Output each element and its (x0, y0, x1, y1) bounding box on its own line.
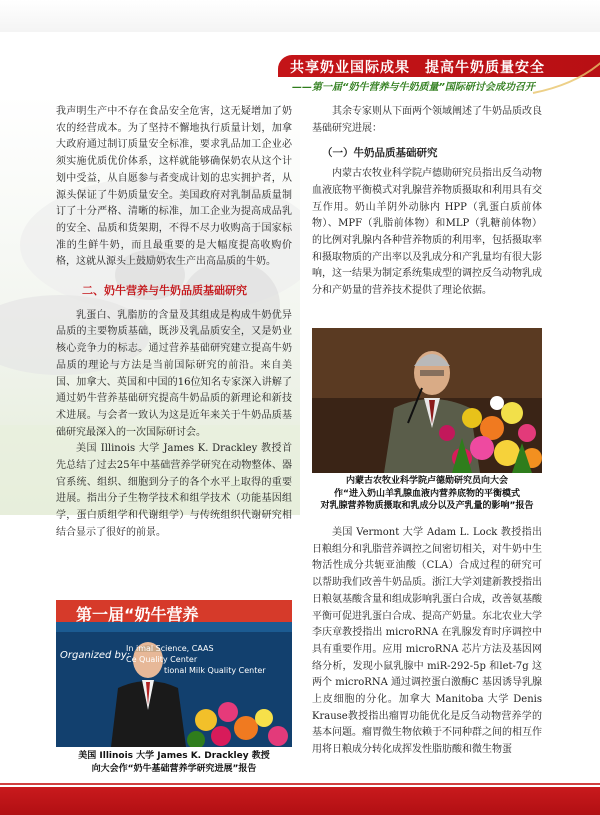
header-banner (278, 55, 600, 93)
photo-drackley (56, 600, 292, 747)
photo2-sign-line1: Organized by: (60, 650, 131, 661)
banner-swoosh (528, 55, 600, 95)
photo2-sign-line4: tional Milk Quality Center (164, 666, 266, 675)
photo1-caption-line1: 内蒙古农牧业科学院卢德勋研究员向大会 (345, 476, 508, 486)
photo1-caption (305, 475, 549, 513)
right-paragraph-2: 内蒙古农牧业科学院卢德勋研究员指出反刍动物血液底物平衡模式对乳腺营养物质摄取和利用具有交互作用。奶山羊阴外动脉内 HPP（乳蛋白质前体物）、MPF（乳脂前体物）和MLP（乳糖前体物）的比例对乳腺内各种营养物质的利用率，包括摄取率和摄取物质的产出率以及乳成分和产乳量均有很大影响，这一结果为制定系统集成型的调控反刍动物乳成分和产奶量的营养技术提供了理论依据。 (312, 168, 542, 297)
section-title: 二、奶牛营养与牛奶品质基础研究 (82, 284, 247, 298)
left-paragraph-1: 我声明生产中不存在食品安全危害，这无疑增加了奶农的经营成本。为了坚持不懈地执行质量计划，加拿大政府通过制订质量安全标准，要求乳品加工企业必须实施优质优价体系，这样就能够确保奶农从这个计划中受益，从自愿参与者变成计划的忠实拥护者，从源头保证了牛奶质量安全。美国政府对乳制品质量制订了十分严格、清晰的标准，加工企业为提高成品乳的安全、品质和货架期，不得不尽力收购高于国家标准的生鲜牛奶，而且最重要的是大幅度提高收购价格，这就从源头上鼓励奶农生产出高品质的牛奶。 (56, 106, 292, 268)
photo-conference-speaker (56, 600, 292, 747)
bottom-red-bar (0, 787, 600, 815)
photo2-caption-line1: 美国 Illinois 大学 James K. Drackley 教授 (78, 751, 270, 761)
right-paragraph-3: 美国 Vermont 大学 Adam L. Lock 教授指出日粮组分和乳脂营养调控之间密切相关，对牛奶中生物活性成分共轭亚油酸（CLA）合成过程的研究可以帮助我们改善牛奶品质。浙江大学刘建新教授指出日粮氨基酸含量和组成影响乳蛋白合成，改善氨基酸平衡可促进乳蛋白合成、提高产奶量。东北农业大学李庆章教授指出 microRNA 在乳腺发育时序调控中具有重要作用。应用 microRNA 芯片方法及基因网络分析，发现小鼠乳腺中 miR-292-5p 和let-7g 这两个 microRNA 通过调控蛋白激酶C 基因诱导乳腺上皮细胞的分化。加拿大 Manitoba 大学 Denis Krause教授指出瘤胃功能优化是反刍动物营养学的基本问题。瘤胃微生物依赖于不同种群之间的相互作用将日粮成分转化成挥发性脂肪酸和微生物蛋 (312, 527, 542, 756)
right-paragraph-1: 其余专家则从下面两个领域阐述了牛奶品质改良基础研究进展： (312, 106, 542, 134)
left-paragraph-2: 乳蛋白、乳脂肪的含量及其组成是构成牛奶优异品质的主要物质基础，既涉及乳品质安全，又是奶业核心竞争力的标志。通过营养基础研究建立提高牛奶品质的理论与方法是当前国际研究的前沿。来自美国、加拿大、英国和中国的16位知名专家深入讲解了通过奶牛营养基础研究提高牛奶品质的新理论和新技术进展。与会者一致认为这是近年来关于牛奶品质基础研究最深入的一次国际研讨会。 (56, 309, 292, 438)
photo2-sign-line3: Ce Quality Center (126, 655, 198, 664)
right-column-top (312, 104, 542, 300)
photo2-caption (50, 750, 298, 775)
left-paragraph-3: 美国 Illinois 大学 James K. Drackley 教授首先总结了过去25年中基础营养学研究在动物整体、器官系统、组织、细胞到分子的各个水平上取得的重要进展。指出分子生物学技术和组学技术（功能基因组学，蛋白质组学和代谢组学）与传统组织代谢研究相结合显示了很好的前景。 (56, 443, 292, 538)
right-column-bottom (312, 525, 542, 759)
photo2-caption-line2: 向大会作“奶牛基础营养学研究进展”报告 (91, 763, 257, 774)
photo1-caption-line2: 作“进入奶山羊乳腺血液内营养底物的平衡模式 (334, 488, 520, 499)
top-bar (0, 0, 600, 32)
banner-title: 共享奶业国际成果 提高牛奶质量安全 (290, 60, 545, 76)
left-column (56, 104, 292, 542)
photo1-caption-line3: 对乳腺营养物质摄取和乳成分以及产乳量的影响”报告 (320, 501, 534, 511)
photo2-sign-line2: In imal Science, CAAS (126, 644, 214, 653)
bottom-divider (0, 783, 600, 785)
banner-subtitle: ——第一届“奶牛营养与牛奶质量”国际研讨会成功召开 (292, 82, 535, 93)
photo-speaker-flowers (312, 328, 542, 473)
photo2-banner-text: 第一届“奶牛营养 (76, 605, 199, 624)
sub-section-title: （一）牛奶品质基础研究 (322, 147, 438, 160)
photo-lu-dexun (312, 328, 542, 473)
